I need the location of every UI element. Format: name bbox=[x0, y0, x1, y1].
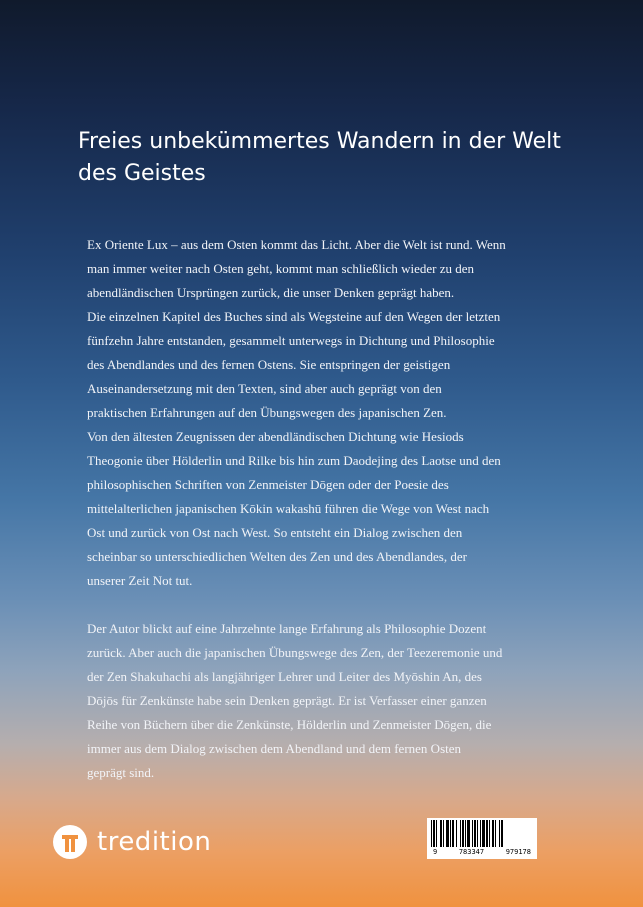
barcode-bar bbox=[456, 820, 457, 847]
blurb-line: Reihe von Büchern über die Zenkünste, Hölderlin und Zenmeister Dōgen, die bbox=[87, 717, 492, 732]
barcode-bar bbox=[477, 820, 478, 847]
book-title-line-2: des Geistes bbox=[78, 161, 206, 186]
isbn-barcode bbox=[427, 818, 537, 859]
blurb-line: philosophischen Schriften von Zenmeister Dōgen oder der Poesie des bbox=[87, 477, 449, 492]
blurb-line: Der Autor blickt auf eine Jahrzehnte lange Erfahrung als Philosophie Dozent bbox=[87, 621, 487, 636]
barcode-bars bbox=[431, 820, 533, 847]
blurb-line: Ex Oriente Lux – aus dem Osten kommt das Licht. Aber die Welt ist rund. Wenn bbox=[87, 237, 506, 252]
blurb-line: Auseinandersetzung mit den Texten, sind aber auch geprägt von den bbox=[87, 381, 442, 396]
barcode-bar bbox=[433, 820, 435, 847]
barcode-bar bbox=[480, 820, 481, 847]
blurb-text bbox=[87, 233, 567, 785]
paragraph-gap bbox=[87, 593, 567, 617]
blurb-line: fünfzehn Jahre entstanden, gesammelt unterwegs in Dichtung und Philosophie bbox=[87, 333, 495, 348]
blurb-line: abendländischen Ursprüngen zurück, die unser Denken geprägt haben. bbox=[87, 285, 455, 300]
barcode-bar bbox=[450, 820, 451, 847]
barcode-bar bbox=[440, 820, 442, 847]
blurb-line: unserer Zeit Not tut. bbox=[87, 573, 193, 588]
barcode-bar bbox=[472, 820, 473, 847]
barcode-bar bbox=[501, 820, 503, 847]
barcode-bar bbox=[482, 820, 485, 847]
blurb-line: Die einzelnen Kapitel des Buches sind als Wegsteine auf den Wegen der letzten bbox=[87, 309, 501, 324]
barcode-bar bbox=[443, 820, 444, 847]
blurb-line: Von den ältesten Zeugnissen der abendländischen Dichtung wie Hesiods bbox=[87, 429, 464, 444]
barcode-bar bbox=[489, 820, 490, 847]
tredition-logo-icon bbox=[53, 825, 87, 859]
barcode-bar bbox=[492, 820, 494, 847]
blurb-line: zurück. Aber auch die japanischen Übungswege des Zen, der Teezeremonie und bbox=[87, 645, 503, 660]
barcode-bar bbox=[436, 820, 437, 847]
book-title bbox=[78, 126, 598, 190]
publisher-logo bbox=[53, 824, 211, 860]
barcode-bar bbox=[462, 820, 464, 847]
barcode-bar bbox=[446, 820, 449, 847]
publisher-name: tredition bbox=[97, 827, 212, 857]
barcode-bar bbox=[460, 820, 461, 847]
blurb-line: des Abendlandes und des fernen Ostens. Sie entspringen der geistigen bbox=[87, 357, 451, 372]
blurb-line: geprägt sind. bbox=[87, 765, 155, 780]
blurb-line: man immer weiter nach Osten geht, kommt man schließlich wieder zu den bbox=[87, 261, 474, 276]
barcode-bar bbox=[431, 820, 432, 847]
barcode-bar bbox=[499, 820, 500, 847]
barcode-bar bbox=[486, 820, 488, 847]
blurb-line: Ost und zurück von Ost nach West. So entsteht ein Dialog zwischen den bbox=[87, 525, 463, 540]
barcode-bar bbox=[452, 820, 454, 847]
blurb-line: Theogonie über Hölderlin und Rilke bis hin zum Daodejing des Laotse und den bbox=[87, 453, 501, 468]
blurb-line: der Zen Shakuhachi als langjähriger Lehrer und Leiter des Myōshin An, des bbox=[87, 669, 482, 684]
blurb-line: mittelalterlichen japanischen Kōkin wakashū führen die Wege von West nach bbox=[87, 501, 490, 516]
blurb-line: Dōjōs für Zenkünste habe sein Denken geprägt. Er ist Verfasser einer ganzen bbox=[87, 693, 487, 708]
barcode-digits bbox=[431, 848, 533, 857]
barcode-bar bbox=[465, 820, 466, 847]
barcode-bar bbox=[467, 820, 470, 847]
blurb-line: scheinbar so unterschiedlichen Welten des Zen und des Abendlandes, der bbox=[87, 549, 467, 564]
blurb-line: praktischen Erfahrungen auf den Übungswegen des japanischen Zen. bbox=[87, 405, 447, 420]
barcode-group-1: 783347 bbox=[458, 848, 485, 856]
blurb-line: immer aus dem Dialog zwischen dem Abendland und dem fernen Osten bbox=[87, 741, 462, 756]
barcode-digit-first: 9 bbox=[433, 848, 438, 856]
barcode-bar bbox=[495, 820, 496, 847]
barcode-bar bbox=[474, 820, 476, 847]
book-title-line-1: Freies unbekümmertes Wandern in der Welt bbox=[78, 129, 561, 154]
barcode-group-2: 979178 bbox=[505, 848, 531, 856]
